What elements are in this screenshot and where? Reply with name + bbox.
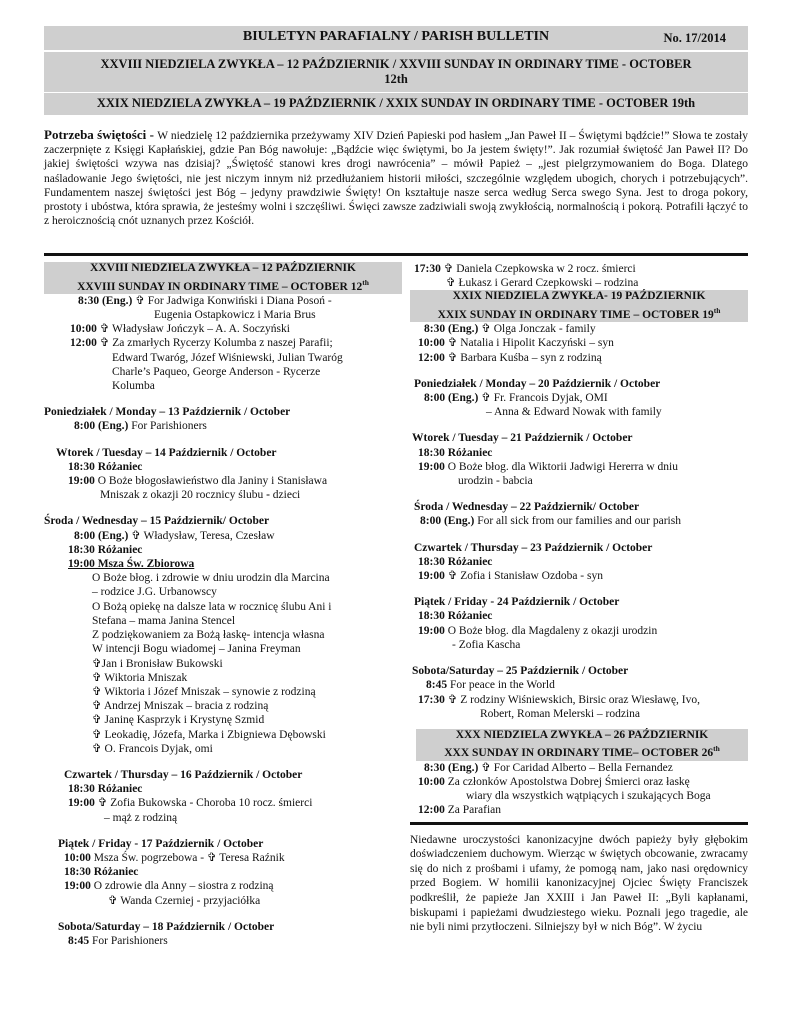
day-heading: Poniedziałek / Monday – 13 Październik / October [44,406,291,419]
intro-text: W niedzielę 12 października przeżywamy XIV Dzień Papieski pod hasłem „Jan Paweł II – Świętymi bądźcie!” Słowa te zostały zaczerpnięte z Księgi Kapłańskiej, gdzie Pan Bóg nawołuje: „Bądźcie więc świętymi, bo Ja jestem święty!”. Jak rozumiał świętość Jan Paweł II? Do jakiej świętości wzywa nas dzisiaj? „Świętość stanowi kres drogi nawrócenia” – mówił Papież – „jest pielgrzymowaniem do Boga. Dlatego naśladowanie Jego świętości, nie jest niczym innym niż przedłużaniem historii miłości, szczególnie względem ubogich, chorych i potrzebujących”. Fundamentem naszej świętości jest Bóg – jedyny prawdziwie Święty! On kształtuje nasze serca według Serca swego Syna. Jest to droga pokory, prostoty i ubóstwa, która sprawia, że jesteśmy wolni i szczęśliwi. Święci zawsze zadziwiali swoją zwykłością, normalnością i pokorą. Potrafili łączyć to z heroicznością cnót uznanych przez Kościół. [44,130,748,228]
mass-line: 19:00 ✞ Zofia i Stanisław Ozdoba - syn [418,570,603,583]
mass-line: Kolumba [112,380,155,393]
mass-line: 19:00 O Boże błog. dla Magdaleny z okazji urodzin [418,624,658,637]
mass-line: 10:00 ✞ Natalia i Hipolit Kaczyński – syn [418,337,614,350]
column-divider [410,822,748,825]
mass-line: 8:00 (Eng.) For all sick from our families and our parish [420,515,681,528]
day-heading: Piątek / Friday - 24 Październik / October [414,596,620,609]
mass-line: 10:00 Za członków Apostolstwa Dobrej Śmierci oraz łaskę [418,775,690,788]
mass-line: – Anna & Edward Nowak with family [486,406,662,419]
mass-line: 12:00 Za Parafian [418,804,502,817]
mass-line: Robert, Roman Melerski – rodzina [480,707,641,720]
list-item: ✞ Janinę Kasprzyk i Krystynę Szmid [92,714,265,727]
rosary-line: 18:30 Różaniec [68,543,143,556]
mass-line: 19:00 O zdrowie dla Anny – siostra z rodziną [64,880,274,893]
mass-line: 10:00 ✞ Władysław Jończyk – A. A. Soczyński [70,323,290,336]
mass-line: 8:00 (Eng.) ✞ Władysław, Teresa, Czesław [74,529,275,542]
mass-line: 8:30 (Eng.) ✞ For Jadwiga Konwiński i Diana Posoń - [78,294,332,307]
bulletin-header [44,26,748,50]
intro-article [44,128,748,228]
day-heading: Wtorek / Tuesday – 14 Październik / October [56,446,277,459]
day-heading: Poniedziałek / Monday – 20 Październik / October [414,377,661,390]
mass-line: ✞ Wanda Czerniej - przyjaciółka [108,894,261,907]
mass-line: - Zofia Kascha [452,638,521,651]
mass-line: 8:45 For peace in the World [426,679,555,692]
right-sunday-box [410,290,748,322]
sunday-heading-2-text: XXIX NIEDZIELA ZWYKŁA – 19 PAŹDZIERNIK / XXIX SUNDAY IN ORDINARY TIME - OCTOBER 19th [96,96,696,110]
list-item: O Boże błog. i zdrowie w dniu urodzin dla Marcina [92,572,330,585]
mass-line: 10:00 Msza Św. pogrzebowa - ✞ Teresa Raźnik [64,851,285,864]
left-box-line1: XXVIII NIEDZIELA ZWYKŁA – 12 PAŹDZIERNIK [90,262,356,274]
mass-line: 19:00 ✞ Zofia Bukowska - Choroba 10 rocz. śmierci [68,797,313,810]
list-item: ✞ O. Francois Dyjak, omi [92,742,213,755]
right-box-line2: XXIX SUNDAY IN ORDINARY TIME – OCTOBER 19th [437,305,721,321]
day-heading: Sobota/Saturday – 18 Październik / October [58,920,275,933]
mass-line: Edward Twaróg, Józef Wiśniewski, Julian Twaróg [112,351,343,364]
collective-mass-intentions [44,571,402,756]
mass-line: 8:45 For Parishioners [68,934,168,947]
sunday-heading-1 [44,52,748,92]
left-sunday-box [44,262,402,294]
right-sunday-box-3 [416,729,748,761]
day-heading: Czwartek / Thursday – 23 Październik / October [414,541,653,554]
mass-line: 19:00 O Boże błog. dla Wiktorii Jadwigi Hererra w dniu [418,460,678,473]
list-item: ✞ Wiktoria i Józef Mniszak – synowie z rodziną [92,685,316,698]
day-heading: Piątek / Friday - 17 Październik / October [58,837,264,850]
mass-line: – mąż z rodziną [104,811,178,824]
list-item: Stefana – mama Janina Stencel [92,614,236,627]
mass-line: 17:30 ✞ Daniela Czepkowska w 2 rocz. śmierci [414,263,636,275]
list-item: ✞Jan i Bronisław Bukowski [92,657,223,670]
mass-line: 12:00 ✞ Za zmarłych Rycerzy Kolumba z naszej Parafii; [70,337,333,350]
list-item: ✞ Leokadię, Józefa, Marka i Zbigniewa Dębowski [92,728,326,741]
section-divider [44,253,748,256]
closing-article: Niedawne uroczystości kanonizacyjne dwóch papieży były głębokim doświadczeniem duchowym. Wierząc w świętych obcowanie, zwracamy się do nich z prośbami i ufamy, że pomogą nam, jako nasi orędownicy przed Bogiem. W homilii kanonizacyjnej Ojciec Święty Franciszek podkreślił, że papieże Jan XXIII i Jan Paweł II: „Byli kapłanami, biskupami i papieżami dwudziestego wieku. Poznali jego tragedie, ale nie byli nimi przytłoczeni. Silniejszy był w nich Bóg”. W życiu [410,833,748,934]
left-column [44,262,402,948]
rosary-line: 18:30 Różaniec [418,555,493,568]
bulletin-number: No. 17/2014 [663,31,726,45]
mass-line: 19:00 O Boże błogosławieństwo dla Janiny i Stanisława [68,475,328,488]
mass-line: ✞ Łukasz i Gerard Czepkowski – rodzina [446,277,639,290]
mass-line: 12:00 ✞ Barbara Kuśba – syn z rodziną [418,351,602,364]
intro-lead: Potrzeba świętości - [44,127,158,142]
day-heading: Środa / Wednesday – 22 Październik/ October [414,501,640,514]
mass-line: Eugenia Ostapkowicz i Maria Brus [154,309,316,322]
bulletin-title: BIULETYN PARAFIALNY / PARISH BULLETIN [242,29,550,44]
mass-line: urodzin - babcia [458,475,533,488]
rosary-line: 18:30 Różaniec [64,866,139,879]
rosary-line: 18:30 Różaniec [68,783,143,796]
list-item: ✞ Wiktoria Mniszak [92,671,188,684]
collective-mass-line: 19:00 Msza Św. Zbiorowa [68,558,195,571]
day-heading: Czwartek / Thursday – 16 Październik / October [64,768,303,781]
day-heading: Wtorek / Tuesday – 21 Październik / October [412,432,633,445]
rosary-line: 18:30 Różaniec [418,610,493,623]
sunday-heading-1-line1: XXVIII NIEDZIELA ZWYKŁA – 12 PAŹDZIERNIK / XXVIII SUNDAY IN ORDINARY TIME - OCTOBER [100,57,692,71]
rosary-line: 18:30 Różaniec [68,460,143,473]
mass-line: Charle’s Paqueo, George Anderson - Rycerze [112,365,321,378]
right-column [410,262,748,935]
right-box3-line1: XXX NIEDZIELA ZWYKŁA – 26 PAŹDZIERNIK [455,728,709,741]
list-item: O Bożą opiekę na dalsze lata w rocznicę ślubu Ani i [92,600,332,613]
mass-line: 17:30 ✞ Z rodziny Wiśniewskich, Birsic oraz Wiesławę, Ivo, [418,693,700,706]
list-item: ✞ Andrzej Mniszak – bracia z rodziną [92,700,269,713]
right-box3-line2: XXX SUNDAY IN ORDINARY TIME– OCTOBER 26th [444,744,720,760]
sunday-heading-1-line2: 12th [384,72,408,86]
list-item: Z podziękowaniem za Bożą łaskę- intencja własna [92,629,325,642]
mass-line: Mniszak z okazji 20 rocznicy ślubu - dzieci [100,489,301,502]
mass-line: 8:00 (Eng.) ✞ Fr. Francois Dyjak, OMI [424,392,608,405]
day-heading: Sobota/Saturday – 25 Październik / October [412,665,629,678]
mass-line: 8:30 (Eng.) ✞ Olga Jonczak - family [424,323,596,336]
sunday-heading-2 [44,93,748,115]
mass-line: wiary dla wszystkich wątpiących i szukających Boga [466,790,711,803]
rosary-line: 18:30 Różaniec [418,446,493,459]
list-item: W intencji Bogu wiadomej – Janina Freyman [92,643,301,656]
right-box-line1: XXIX NIEDZIELA ZWYKŁA- 19 PAŹDZIERNIK [452,290,706,303]
day-heading: Środa / Wednesday – 15 Październik/ October [44,515,270,528]
list-item: – rodzice J.G. Urbanowscy [92,586,217,599]
mass-line: 8:00 (Eng.) For Parishioners [74,420,207,433]
left-box-line2: XXVIII SUNDAY IN ORDINARY TIME – OCTOBER 12th [77,277,369,293]
mass-line: 8:30 (Eng.) ✞ For Caridad Alberto – Bella Fernandez [424,761,673,774]
